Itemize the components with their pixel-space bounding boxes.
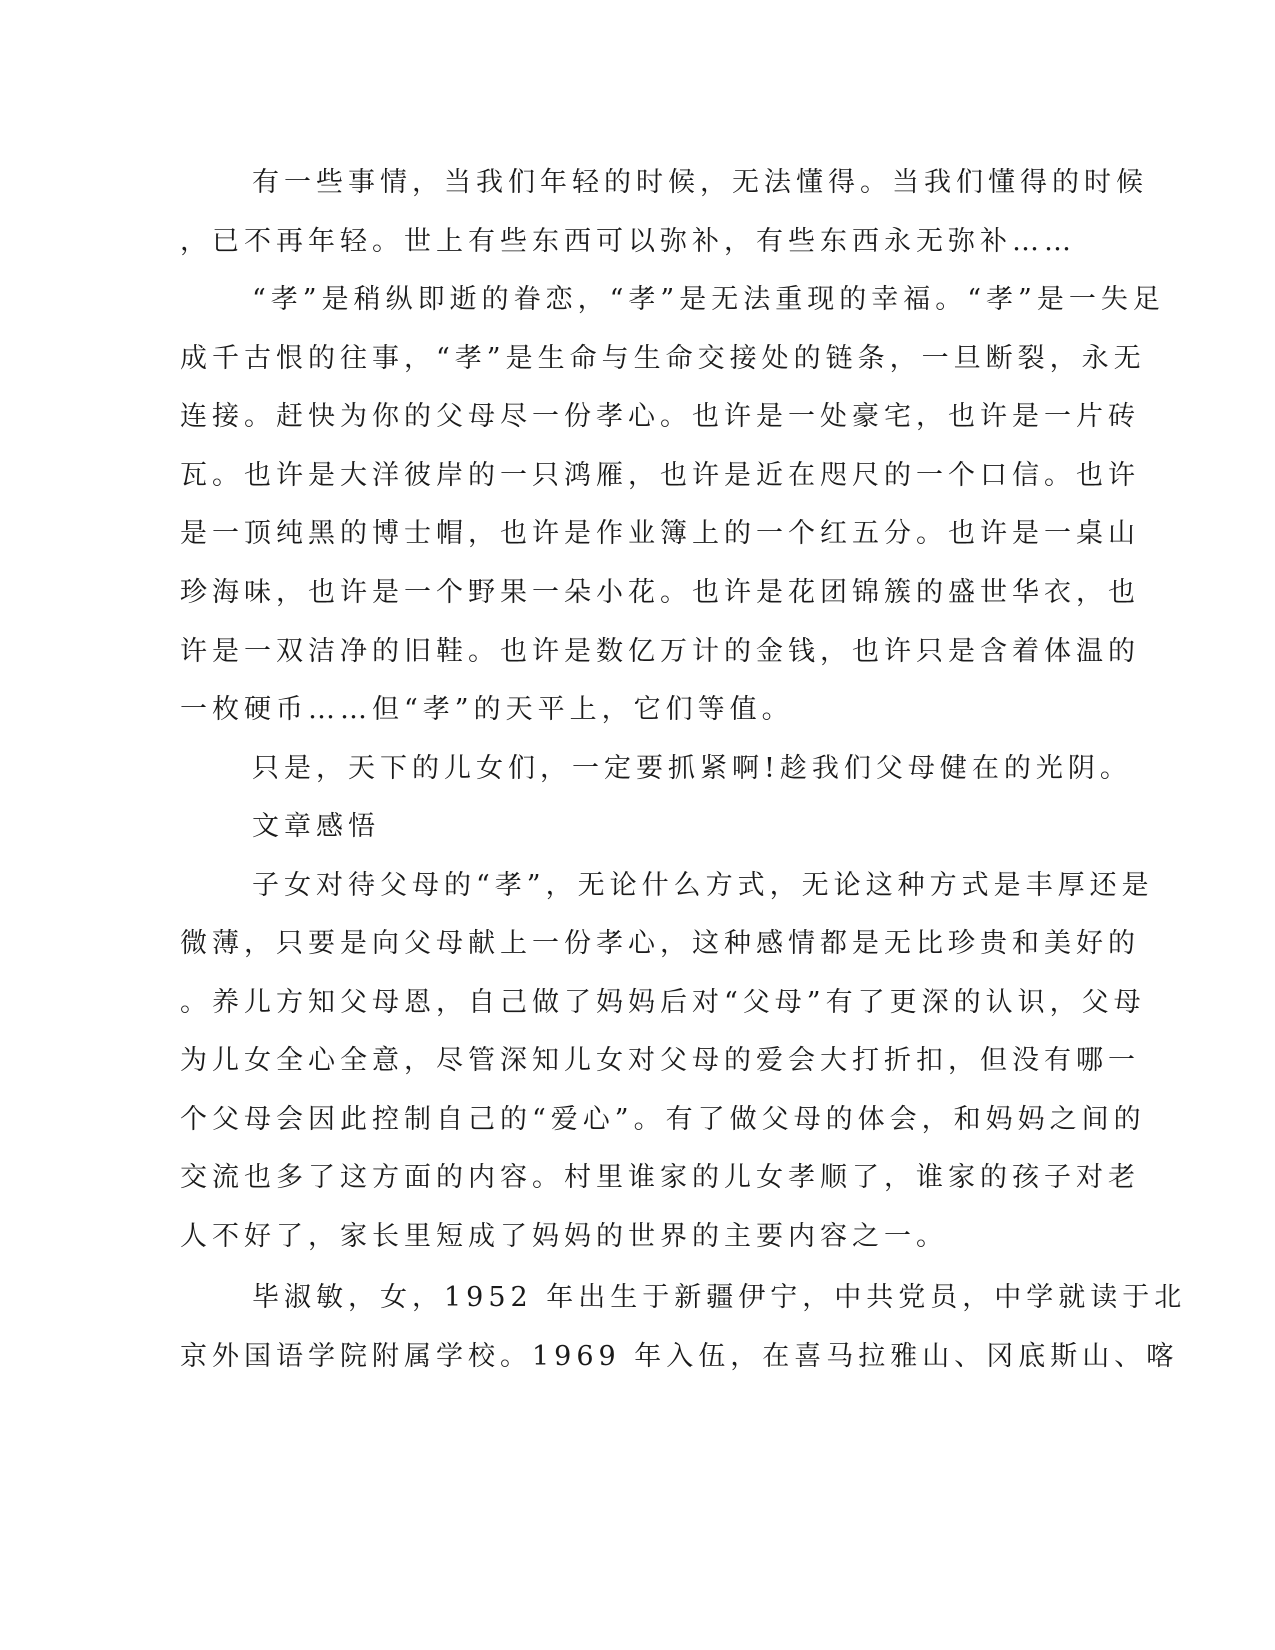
text-line: 微薄，只要是向父母献上一份孝心，这种感情都是无比珍贵和美好的 bbox=[180, 928, 1140, 959]
text-line: 一枚硬币……但“孝”的天平上，它们等值。 bbox=[180, 694, 794, 725]
text-line: 人不好了，家长里短成了妈妈的世界的主要内容之一。 bbox=[180, 1221, 948, 1252]
text-line: 。养儿方知父母恩，自己做了妈妈后对“父母”有了更深的认识，父母 bbox=[180, 987, 1146, 1018]
text-line: 子女对待父母的“孝”，无论什么方式，无论这种方式是丰厚还是 bbox=[252, 870, 1154, 901]
text-line: 只是，天下的儿女们，一定要抓紧啊!趁我们父母健在的光阴。 bbox=[252, 753, 1132, 784]
text-line: 是一顶纯黑的博士帽，也许是作业簿上的一个红五分。也许是一桌山 bbox=[180, 518, 1140, 549]
text-line: 瓦。也许是大洋彼岸的一只鸿雁，也许是近在咫尺的一个口信。也许 bbox=[180, 460, 1140, 491]
text-line: 京外国语学院附属学校。1969 年入伍，在喜马拉雅山、冈底斯山、喀 bbox=[180, 1341, 1179, 1372]
text-line: 个父母会因此控制自己的“爱心”。有了做父母的体会，和妈妈之间的 bbox=[180, 1104, 1146, 1135]
text-line: 许是一双洁净的旧鞋。也许是数亿万计的金钱，也许只是含着体温的 bbox=[180, 636, 1140, 667]
text-line: 毕淑敏，女，1952 年出生于新疆伊宁，中共党员，中学就读于北 bbox=[252, 1282, 1187, 1313]
text-line: 成千古恨的往事，“孝”是生命与生命交接处的链条，一旦断裂，永无 bbox=[180, 343, 1146, 374]
section-heading: 文章感悟 bbox=[252, 811, 380, 842]
text-line: 为儿女全心全意，尽管深知儿女对父母的爱会大打折扣，但没有哪一 bbox=[180, 1045, 1140, 1076]
text-line: “孝”是稍纵即逝的眷恋，“孝”是无法重现的幸福。“孝”是一失足 bbox=[252, 284, 1165, 315]
text-line: 有一些事情，当我们年轻的时候，无法懂得。当我们懂得的时候 bbox=[252, 167, 1148, 198]
text-line: ，已不再年轻。世上有些东西可以弥补，有些东西永无弥补…… bbox=[180, 226, 1076, 257]
text-line: 交流也多了这方面的内容。村里谁家的儿女孝顺了，谁家的孩子对老 bbox=[180, 1162, 1140, 1193]
text-line: 连接。赶快为你的父母尽一份孝心。也许是一处豪宅，也许是一片砖 bbox=[180, 401, 1140, 432]
text-line: 珍海味，也许是一个野果一朵小花。也许是花团锦簇的盛世华衣，也 bbox=[180, 577, 1140, 608]
